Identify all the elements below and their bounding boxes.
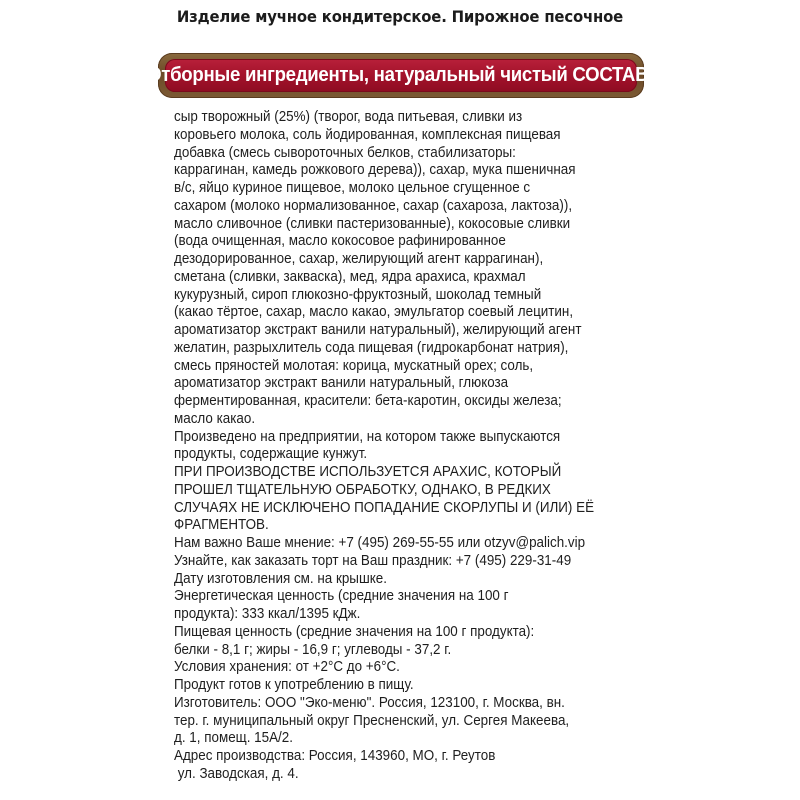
ingredients-line: ароматизатор экстракт ванили натуральный), желирующий агент	[174, 322, 582, 338]
ingredients-line: ферментированная, красители: бета-каротин, оксиды железа;	[174, 393, 562, 409]
ingredients-line: сыр творожный (25%) (творог, вода питьевая, сливки из	[174, 109, 523, 125]
ingredients-line: добавка (смесь сывороточных белков, стабилизаторы:	[174, 144, 516, 161]
ingredients-line: масло сливочное (сливки пастеризованные), кокосовые сливки	[174, 215, 571, 232]
ingredients-line: коровьего молока, соль йодированная, комплексная пищевая	[174, 126, 561, 143]
ingredients-line: (какао тёртое, сахар, масло какао, эмульгатор соевый лецитин,	[174, 304, 574, 321]
ingredients-line: (вода очищенная, масло кокосовое рафинированное	[174, 233, 506, 250]
manufacturer-line: д. 1, помещ. 15А/2.	[174, 730, 293, 747]
peanut-warning-line: ФРАГМЕНТОВ.	[174, 517, 269, 534]
manufacturer-line: тер. г. муниципальный округ Пресненский, ул. Сергея Макеева,	[174, 712, 570, 729]
ingredients-line: кукурузный, сироп глюкозно-фруктозный, шоколад темный	[174, 286, 542, 303]
ingredients-line: сметана (сливки, закваска), мед, ядра арахиса, крахмал	[174, 268, 526, 285]
peanut-warning-line: ПРОШЕЛ ТЩАТЕЛЬНУЮ ОБРАБОТКУ, ОДНАКО, В РЕДКИХ	[174, 481, 551, 498]
production-address-line: ул. Заводская, д. 4.	[174, 765, 299, 782]
manufacturer-info	[174, 695, 644, 748]
allergen-notice-line: продукты, содержащие кунжут.	[174, 446, 368, 463]
peanut-warning-line: ПРИ ПРОИЗВОДСТВЕ ИСПОЛЬЗУЕТСЯ АРАХИС, КОТОРЫЙ	[174, 464, 562, 480]
feedback-contact: Нам важно Ваше мнение: +7 (495) 269-55-55 или otzyv@palich.vip	[174, 535, 586, 551]
ingredients-line: смесь пряностей молотая: корица, мускатный орех; соль,	[174, 357, 534, 374]
ingredients-line: в/с, яйцо куриное пищевое, молоко цельное сгущенное с	[174, 180, 531, 196]
nutrition-info	[174, 588, 644, 659]
ingredients-list	[174, 109, 644, 429]
ingredients-line: каррагинан, камедь рожкового дерева)), сахар, мука пшеничная	[174, 162, 576, 179]
ingredients-line: дезодорированное, сахар, желирующий агент каррагинан),	[174, 251, 544, 267]
nutrient-value-line: белки - 8,1 г; жиры - 16,9 г; углеводы - 37,2 г.	[174, 641, 452, 658]
manufacturer-line: Изготовитель: ООО "Эко-меню". Россия, 123100, г. Москва, вн.	[174, 694, 565, 711]
contacts	[174, 535, 644, 588]
allergen-notice	[174, 429, 644, 465]
composition-banner-label: Отборные ингредиенты, натуральный чистый СОСТАВ:	[147, 64, 655, 86]
product-title: Изделие мучное кондитерское. Пирожное песочное	[176, 7, 624, 26]
peanut-warning-line: СЛУЧАЯХ НЕ ИСКЛЮЧЕНО ПОПАДАНИЕ СКОРЛУПЫ И (ИЛИ) ЕЁ	[174, 499, 595, 516]
nutrient-value-line: Пищевая ценность (средние значения на 100 г продукта):	[174, 623, 535, 640]
storage-conditions: Условия хранения: от +2°С до +6°С.	[174, 659, 400, 676]
ready-to-eat-note: Продукт готов к употреблению в пищу.	[174, 677, 414, 693]
ingredients-line: ароматизатор экстракт ванили натуральный, глюкоза	[174, 375, 509, 392]
composition-banner	[147, 53, 655, 98]
label-body	[174, 109, 644, 784]
order-cake-contact: Узнайте, как заказать торт на Ваш праздник: +7 (495) 229-31-49	[174, 552, 572, 569]
ingredients-line: масло какао.	[174, 410, 256, 427]
storage-info	[174, 659, 644, 695]
ingredients-line: сахаром (молоко нормализованное, сахар (сахароза, лактоза)),	[174, 197, 573, 214]
composition-banner-fill	[147, 59, 655, 92]
ingredients-line: желатин, разрыхлитель сода пищевая (гидрокарбонат натрия),	[174, 339, 569, 356]
energy-value-line: продукта): 333 ккал/1395 кДж.	[174, 606, 361, 622]
production-address-line: Адрес производства: Россия, 143960, МО, г. Реутов	[174, 748, 496, 764]
production-address	[174, 748, 644, 784]
energy-value-line: Энергетическая ценность (средние значения на 100 г	[174, 588, 509, 605]
production-date-note: Дату изготовления см. на крышке.	[174, 570, 387, 587]
allergen-notice-line: Произведено на предприятии, на котором также выпускаются	[174, 428, 561, 445]
peanut-warning	[174, 464, 644, 535]
